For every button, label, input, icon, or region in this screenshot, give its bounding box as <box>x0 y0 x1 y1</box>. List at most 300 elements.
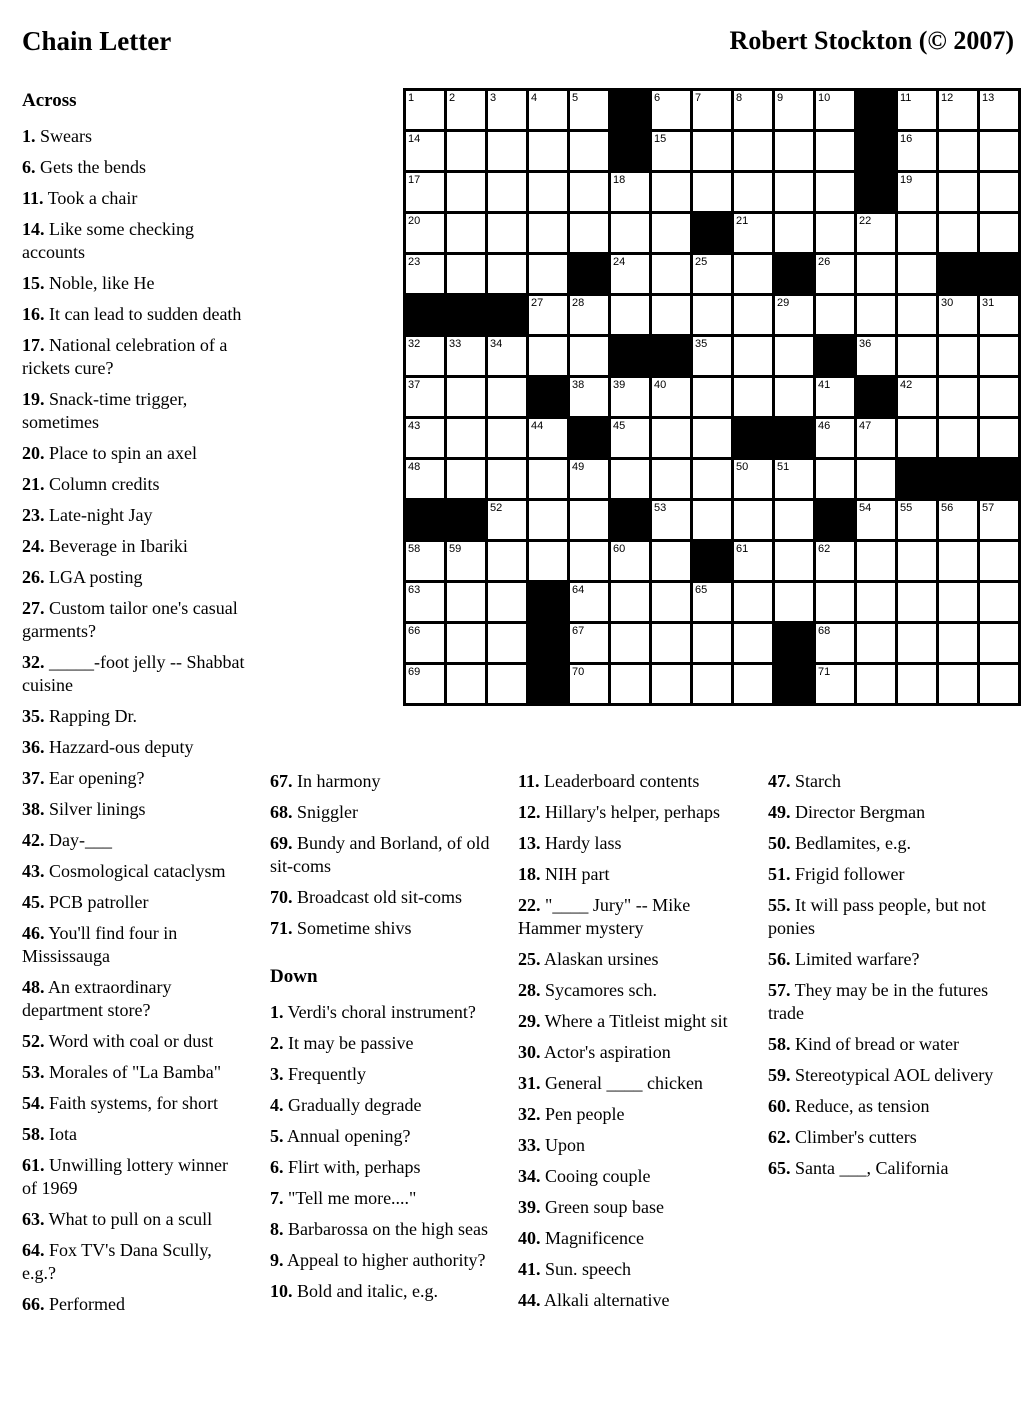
black-square <box>693 214 731 252</box>
grid-cell[interactable] <box>693 419 731 457</box>
grid-cell[interactable] <box>570 173 608 211</box>
black-square <box>611 501 649 539</box>
grid-cell[interactable] <box>816 214 854 252</box>
grid-cell[interactable] <box>406 255 444 293</box>
cell-number: 58 <box>408 543 421 555</box>
grid-cell[interactable] <box>816 132 854 170</box>
grid-cell[interactable] <box>570 624 608 662</box>
grid-cell[interactable] <box>939 214 977 252</box>
grid-cell[interactable] <box>898 132 936 170</box>
grid-cell[interactable] <box>857 542 895 580</box>
cell-number: 38 <box>572 379 585 391</box>
grid-cell[interactable] <box>939 419 977 457</box>
cell-number: 48 <box>408 461 421 473</box>
clue-text: Climber's cutters <box>790 1127 917 1147</box>
grid-cell[interactable] <box>406 214 444 252</box>
grid-cell[interactable] <box>898 501 936 539</box>
clue-text: Day-___ <box>44 830 112 850</box>
grid-cell[interactable] <box>406 583 444 621</box>
clue-number: 61. <box>22 1155 45 1175</box>
clue-number: 4. <box>270 1095 284 1115</box>
grid-cell[interactable] <box>652 378 690 416</box>
clue-text: Silver linings <box>44 799 146 819</box>
grid-cell[interactable] <box>529 296 567 334</box>
cell-number: 25 <box>695 256 708 268</box>
black-square <box>939 460 977 498</box>
clue-text: Cosmological cataclysm <box>44 861 226 881</box>
clue-text: Sycamores sch. <box>540 980 657 1000</box>
grid-cell[interactable] <box>857 583 895 621</box>
black-square <box>570 419 608 457</box>
grid-cell[interactable] <box>939 624 977 662</box>
clue-number: 60. <box>768 1096 791 1116</box>
clue-across-58 <box>22 1123 246 1146</box>
clue-number: 42. <box>22 830 45 850</box>
grid-cell[interactable] <box>611 214 649 252</box>
grid-cell[interactable] <box>775 132 813 170</box>
grid-cell[interactable] <box>447 378 485 416</box>
clue-text: Beverage in Ibariki <box>44 536 188 556</box>
grid-cell[interactable] <box>693 296 731 334</box>
cell-number: 63 <box>408 584 421 596</box>
grid-cell[interactable] <box>980 214 1018 252</box>
grid-cell[interactable] <box>529 132 567 170</box>
black-square <box>529 665 567 703</box>
grid-cell[interactable] <box>570 214 608 252</box>
grid-cell[interactable] <box>652 583 690 621</box>
down-clues-list-2 <box>518 770 736 1312</box>
cell-number: 71 <box>818 666 831 678</box>
clue-number: 12. <box>518 802 541 822</box>
grid-cell[interactable] <box>734 255 772 293</box>
grid-cell[interactable] <box>611 296 649 334</box>
grid-cell[interactable] <box>406 460 444 498</box>
clue-down-50 <box>768 832 998 855</box>
clue-text: Iota <box>44 1124 77 1144</box>
grid-cell[interactable] <box>898 419 936 457</box>
grid-cell[interactable] <box>652 542 690 580</box>
clue-number: 19. <box>22 389 45 409</box>
clue-number: 8. <box>270 1219 284 1239</box>
clue-down-31 <box>518 1072 736 1095</box>
clue-number: 36. <box>22 737 45 757</box>
grid-cell[interactable] <box>611 542 649 580</box>
grid-cell[interactable] <box>447 132 485 170</box>
grid-cell[interactable] <box>816 173 854 211</box>
grid-cell[interactable] <box>488 173 526 211</box>
cell-number: 4 <box>531 92 538 104</box>
clue-number: 28. <box>518 980 541 1000</box>
grid-cell[interactable] <box>488 255 526 293</box>
clue-number: 45. <box>22 892 45 912</box>
grid-cell[interactable] <box>816 91 854 129</box>
clue-text: Green soup base <box>540 1197 664 1217</box>
grid-cell[interactable] <box>447 173 485 211</box>
black-square <box>406 501 444 539</box>
grid-cell[interactable] <box>447 419 485 457</box>
grid-cell[interactable] <box>980 173 1018 211</box>
grid-cell[interactable] <box>447 624 485 662</box>
grid-cell[interactable] <box>652 665 690 703</box>
grid-cell[interactable] <box>857 665 895 703</box>
clue-down-58 <box>768 1033 998 1056</box>
cell-number: 42 <box>900 379 913 391</box>
grid-cell[interactable] <box>980 624 1018 662</box>
grid-cell[interactable] <box>529 460 567 498</box>
grid-cell[interactable] <box>652 501 690 539</box>
grid-cell[interactable] <box>529 419 567 457</box>
grid-cell[interactable] <box>693 460 731 498</box>
grid-cell[interactable] <box>816 624 854 662</box>
grid-cell[interactable] <box>898 542 936 580</box>
clue-number: 69. <box>270 833 293 853</box>
grid-cell[interactable] <box>447 665 485 703</box>
grid-cell[interactable] <box>693 501 731 539</box>
grid-cell[interactable] <box>734 91 772 129</box>
grid-cell[interactable] <box>570 665 608 703</box>
grid-cell[interactable] <box>693 91 731 129</box>
grid-cell[interactable] <box>488 419 526 457</box>
grid-cell[interactable] <box>652 419 690 457</box>
grid-cell[interactable] <box>447 542 485 580</box>
grid-cell[interactable] <box>611 419 649 457</box>
across-clues-list-1 <box>22 125 246 1316</box>
grid-cell[interactable] <box>406 542 444 580</box>
clue-across-17 <box>22 334 246 380</box>
clue-down-55 <box>768 894 998 940</box>
grid-cell[interactable] <box>939 337 977 375</box>
grid-cell[interactable] <box>980 501 1018 539</box>
grid-cell[interactable] <box>980 337 1018 375</box>
grid-cell[interactable] <box>939 583 977 621</box>
grid-cell[interactable] <box>734 378 772 416</box>
grid-cell[interactable] <box>652 214 690 252</box>
cell-number: 13 <box>982 92 995 104</box>
clue-number: 48. <box>22 977 45 997</box>
clue-number: 18. <box>518 864 541 884</box>
cell-number: 40 <box>654 379 667 391</box>
clue-text: Actor's aspiration <box>540 1042 671 1062</box>
grid-cell[interactable] <box>816 419 854 457</box>
grid-cell[interactable] <box>980 378 1018 416</box>
grid-cell[interactable] <box>980 419 1018 457</box>
grid-cell[interactable] <box>980 583 1018 621</box>
grid-cell[interactable] <box>980 91 1018 129</box>
grid-cell[interactable] <box>734 542 772 580</box>
grid-cell[interactable] <box>734 624 772 662</box>
grid-cell[interactable] <box>570 501 608 539</box>
clue-down-33 <box>518 1134 736 1157</box>
clue-text: NIH part <box>540 864 610 884</box>
grid-cell[interactable] <box>939 665 977 703</box>
clue-text: Broadcast old sit-coms <box>292 887 462 907</box>
grid-cell[interactable] <box>693 173 731 211</box>
clue-text: Ear opening? <box>44 768 145 788</box>
grid-cell[interactable] <box>939 132 977 170</box>
clue-number: 38. <box>22 799 45 819</box>
grid-cell[interactable] <box>447 91 485 129</box>
black-square <box>734 419 772 457</box>
grid-cell[interactable] <box>488 665 526 703</box>
grid-cell[interactable] <box>693 378 731 416</box>
grid-cell[interactable] <box>611 255 649 293</box>
grid-cell[interactable] <box>447 337 485 375</box>
grid-cell[interactable] <box>652 91 690 129</box>
grid-cell[interactable] <box>734 296 772 334</box>
cell-number: 8 <box>736 92 743 104</box>
clue-number: 59. <box>768 1065 791 1085</box>
clue-text: Rapping Dr. <box>44 706 137 726</box>
grid-cell[interactable] <box>857 501 895 539</box>
grid-cell[interactable] <box>734 173 772 211</box>
clue-number: 26. <box>22 567 45 587</box>
clue-text: Alaskan ursines <box>540 949 659 969</box>
grid-cell[interactable] <box>652 173 690 211</box>
grid-cell[interactable] <box>570 337 608 375</box>
grid-cell[interactable] <box>775 296 813 334</box>
grid-cell[interactable] <box>939 378 977 416</box>
grid-cell[interactable] <box>734 583 772 621</box>
grid-cell[interactable] <box>775 583 813 621</box>
clue-across-23 <box>22 504 246 527</box>
grid-cell[interactable] <box>406 91 444 129</box>
grid-cell[interactable] <box>857 419 895 457</box>
grid-cell[interactable] <box>488 91 526 129</box>
grid-cell[interactable] <box>693 255 731 293</box>
clue-number: 14. <box>22 219 45 239</box>
grid-cell[interactable] <box>898 337 936 375</box>
grid-cell[interactable] <box>980 296 1018 334</box>
grid-cell[interactable] <box>775 378 813 416</box>
clue-across-67 <box>270 770 492 793</box>
grid-cell[interactable] <box>734 665 772 703</box>
grid-cell[interactable] <box>488 132 526 170</box>
cell-number: 67 <box>572 625 585 637</box>
grid-cell[interactable] <box>611 665 649 703</box>
grid-cell[interactable] <box>406 132 444 170</box>
clue-text: Gradually degrade <box>283 1095 422 1115</box>
grid-cell[interactable] <box>857 624 895 662</box>
grid-cell[interactable] <box>693 337 731 375</box>
grid-cell[interactable] <box>857 214 895 252</box>
grid-cell[interactable] <box>857 296 895 334</box>
grid-cell[interactable] <box>447 583 485 621</box>
grid-cell[interactable] <box>611 378 649 416</box>
grid-cell[interactable] <box>611 460 649 498</box>
grid-cell[interactable] <box>652 624 690 662</box>
grid-cell[interactable] <box>406 337 444 375</box>
black-square <box>529 624 567 662</box>
clue-down-30 <box>518 1041 736 1064</box>
grid-cell[interactable] <box>816 542 854 580</box>
grid-cell[interactable] <box>488 214 526 252</box>
clue-number: 3. <box>270 1064 284 1084</box>
clue-across-45 <box>22 891 246 914</box>
grid-cell[interactable] <box>898 665 936 703</box>
clue-down-32 <box>518 1103 736 1126</box>
cell-number: 64 <box>572 584 585 596</box>
grid-cell[interactable] <box>611 173 649 211</box>
grid-cell[interactable] <box>939 501 977 539</box>
clue-down-51 <box>768 863 998 886</box>
down-clues-list-3 <box>768 770 998 1180</box>
clue-across-38 <box>22 798 246 821</box>
grid-cell[interactable] <box>816 583 854 621</box>
grid-cell[interactable] <box>652 296 690 334</box>
grid-cell[interactable] <box>734 214 772 252</box>
grid-cell[interactable] <box>898 173 936 211</box>
grid-cell[interactable] <box>488 624 526 662</box>
grid-cell[interactable] <box>775 214 813 252</box>
clue-number: 7. <box>270 1188 284 1208</box>
grid-cell[interactable] <box>570 583 608 621</box>
grid-cell[interactable] <box>898 624 936 662</box>
cell-number: 45 <box>613 420 626 432</box>
grid-cell[interactable] <box>570 378 608 416</box>
grid-cell[interactable] <box>406 624 444 662</box>
grid-cell[interactable] <box>406 173 444 211</box>
grid-cell[interactable] <box>693 583 731 621</box>
black-square <box>898 460 936 498</box>
clue-number: 54. <box>22 1093 45 1113</box>
cell-number: 54 <box>859 502 872 514</box>
grid-cell[interactable] <box>693 624 731 662</box>
clue-text: Reduce, as tension <box>790 1096 930 1116</box>
grid-cell[interactable] <box>652 460 690 498</box>
clue-down-57 <box>768 979 998 1025</box>
grid-cell[interactable] <box>898 255 936 293</box>
grid-cell[interactable] <box>734 132 772 170</box>
grid-cell[interactable] <box>529 91 567 129</box>
grid-cell[interactable] <box>816 255 854 293</box>
grid-cell[interactable] <box>488 501 526 539</box>
grid-cell[interactable] <box>652 132 690 170</box>
cell-number: 11 <box>900 92 912 104</box>
grid-cell[interactable] <box>980 542 1018 580</box>
grid-cell[interactable] <box>898 214 936 252</box>
grid-cell[interactable] <box>816 378 854 416</box>
clue-text: It can lead to sudden death <box>44 304 242 324</box>
grid-cell[interactable] <box>529 173 567 211</box>
clue-text: Snack-time trigger, sometimes <box>22 389 188 432</box>
grid-cell[interactable] <box>775 542 813 580</box>
grid-cell[interactable] <box>939 91 977 129</box>
grid-cell[interactable] <box>406 378 444 416</box>
cell-number: 61 <box>736 543 749 555</box>
clue-text: Sun. speech <box>540 1259 631 1279</box>
clue-text: Annual opening? <box>283 1126 411 1146</box>
grid-cell[interactable] <box>857 460 895 498</box>
grid-cell[interactable] <box>447 460 485 498</box>
grid-cell[interactable] <box>488 542 526 580</box>
clue-text: Director Bergman <box>790 802 926 822</box>
clue-text: Word with coal or dust <box>44 1031 214 1051</box>
grid-cell[interactable] <box>488 460 526 498</box>
clue-down-5 <box>270 1125 492 1148</box>
grid-cell[interactable] <box>734 501 772 539</box>
grid-cell[interactable] <box>980 132 1018 170</box>
clue-number: 66. <box>22 1294 45 1314</box>
clue-number: 24. <box>22 536 45 556</box>
grid-cell[interactable] <box>775 501 813 539</box>
clue-across-66 <box>22 1293 246 1316</box>
grid-cell[interactable] <box>406 419 444 457</box>
grid-cell[interactable] <box>611 583 649 621</box>
grid-cell[interactable] <box>775 173 813 211</box>
grid-cell[interactable] <box>529 501 567 539</box>
grid-cell[interactable] <box>939 542 977 580</box>
grid-cell[interactable] <box>488 583 526 621</box>
grid-cell[interactable] <box>939 296 977 334</box>
grid-cell[interactable] <box>816 296 854 334</box>
grid-cell[interactable] <box>857 255 895 293</box>
grid-cell[interactable] <box>529 214 567 252</box>
clue-down-12 <box>518 801 736 824</box>
cell-number: 30 <box>941 297 954 309</box>
grid-cell[interactable] <box>857 337 895 375</box>
grid-cell[interactable] <box>980 665 1018 703</box>
clue-text: Hardy lass <box>540 833 622 853</box>
grid-cell[interactable] <box>898 378 936 416</box>
grid-cell[interactable] <box>570 542 608 580</box>
grid-cell[interactable] <box>406 665 444 703</box>
grid-cell[interactable] <box>775 460 813 498</box>
clue-text: _____-foot jelly -- Shabbat cuisine <box>22 652 245 695</box>
clue-number: 67. <box>270 771 293 791</box>
grid-cell[interactable] <box>447 214 485 252</box>
black-square <box>447 501 485 539</box>
grid-cell[interactable] <box>652 255 690 293</box>
clue-text: General ____ chicken <box>540 1073 703 1093</box>
grid-cell[interactable] <box>447 255 485 293</box>
clue-across-14 <box>22 218 246 264</box>
grid-cell[interactable] <box>693 665 731 703</box>
grid-cell[interactable] <box>939 173 977 211</box>
clue-text: Frequently <box>283 1064 366 1084</box>
grid-cell[interactable] <box>488 378 526 416</box>
clue-text: Faith systems, for short <box>44 1093 218 1113</box>
clue-text: Alkali alternative <box>540 1290 670 1310</box>
grid-cell[interactable] <box>775 91 813 129</box>
grid-cell[interactable] <box>898 91 936 129</box>
grid-cell[interactable] <box>570 132 608 170</box>
grid-cell[interactable] <box>816 460 854 498</box>
clue-number: 62. <box>768 1127 791 1147</box>
grid-cell[interactable] <box>693 132 731 170</box>
grid-cell[interactable] <box>816 665 854 703</box>
grid-cell[interactable] <box>529 542 567 580</box>
grid-cell[interactable] <box>898 583 936 621</box>
grid-cell[interactable] <box>775 337 813 375</box>
clue-column-1 <box>22 90 246 1324</box>
grid-cell[interactable] <box>570 296 608 334</box>
grid-cell[interactable] <box>570 460 608 498</box>
clue-number: 32. <box>518 1104 541 1124</box>
clue-text: Bundy and Borland, of old sit-coms <box>270 833 490 876</box>
grid-cell[interactable] <box>734 460 772 498</box>
grid-cell[interactable] <box>570 91 608 129</box>
cell-number: 9 <box>777 92 784 104</box>
clue-text: Like some checking accounts <box>22 219 194 262</box>
grid-cell[interactable] <box>734 337 772 375</box>
clue-text: Hillary's helper, perhaps <box>540 802 720 822</box>
grid-cell[interactable] <box>529 255 567 293</box>
grid-cell[interactable] <box>898 296 936 334</box>
clue-text: Late-night Jay <box>44 505 153 525</box>
grid-cell[interactable] <box>529 337 567 375</box>
grid-cell[interactable] <box>488 337 526 375</box>
grid-cell[interactable] <box>611 624 649 662</box>
